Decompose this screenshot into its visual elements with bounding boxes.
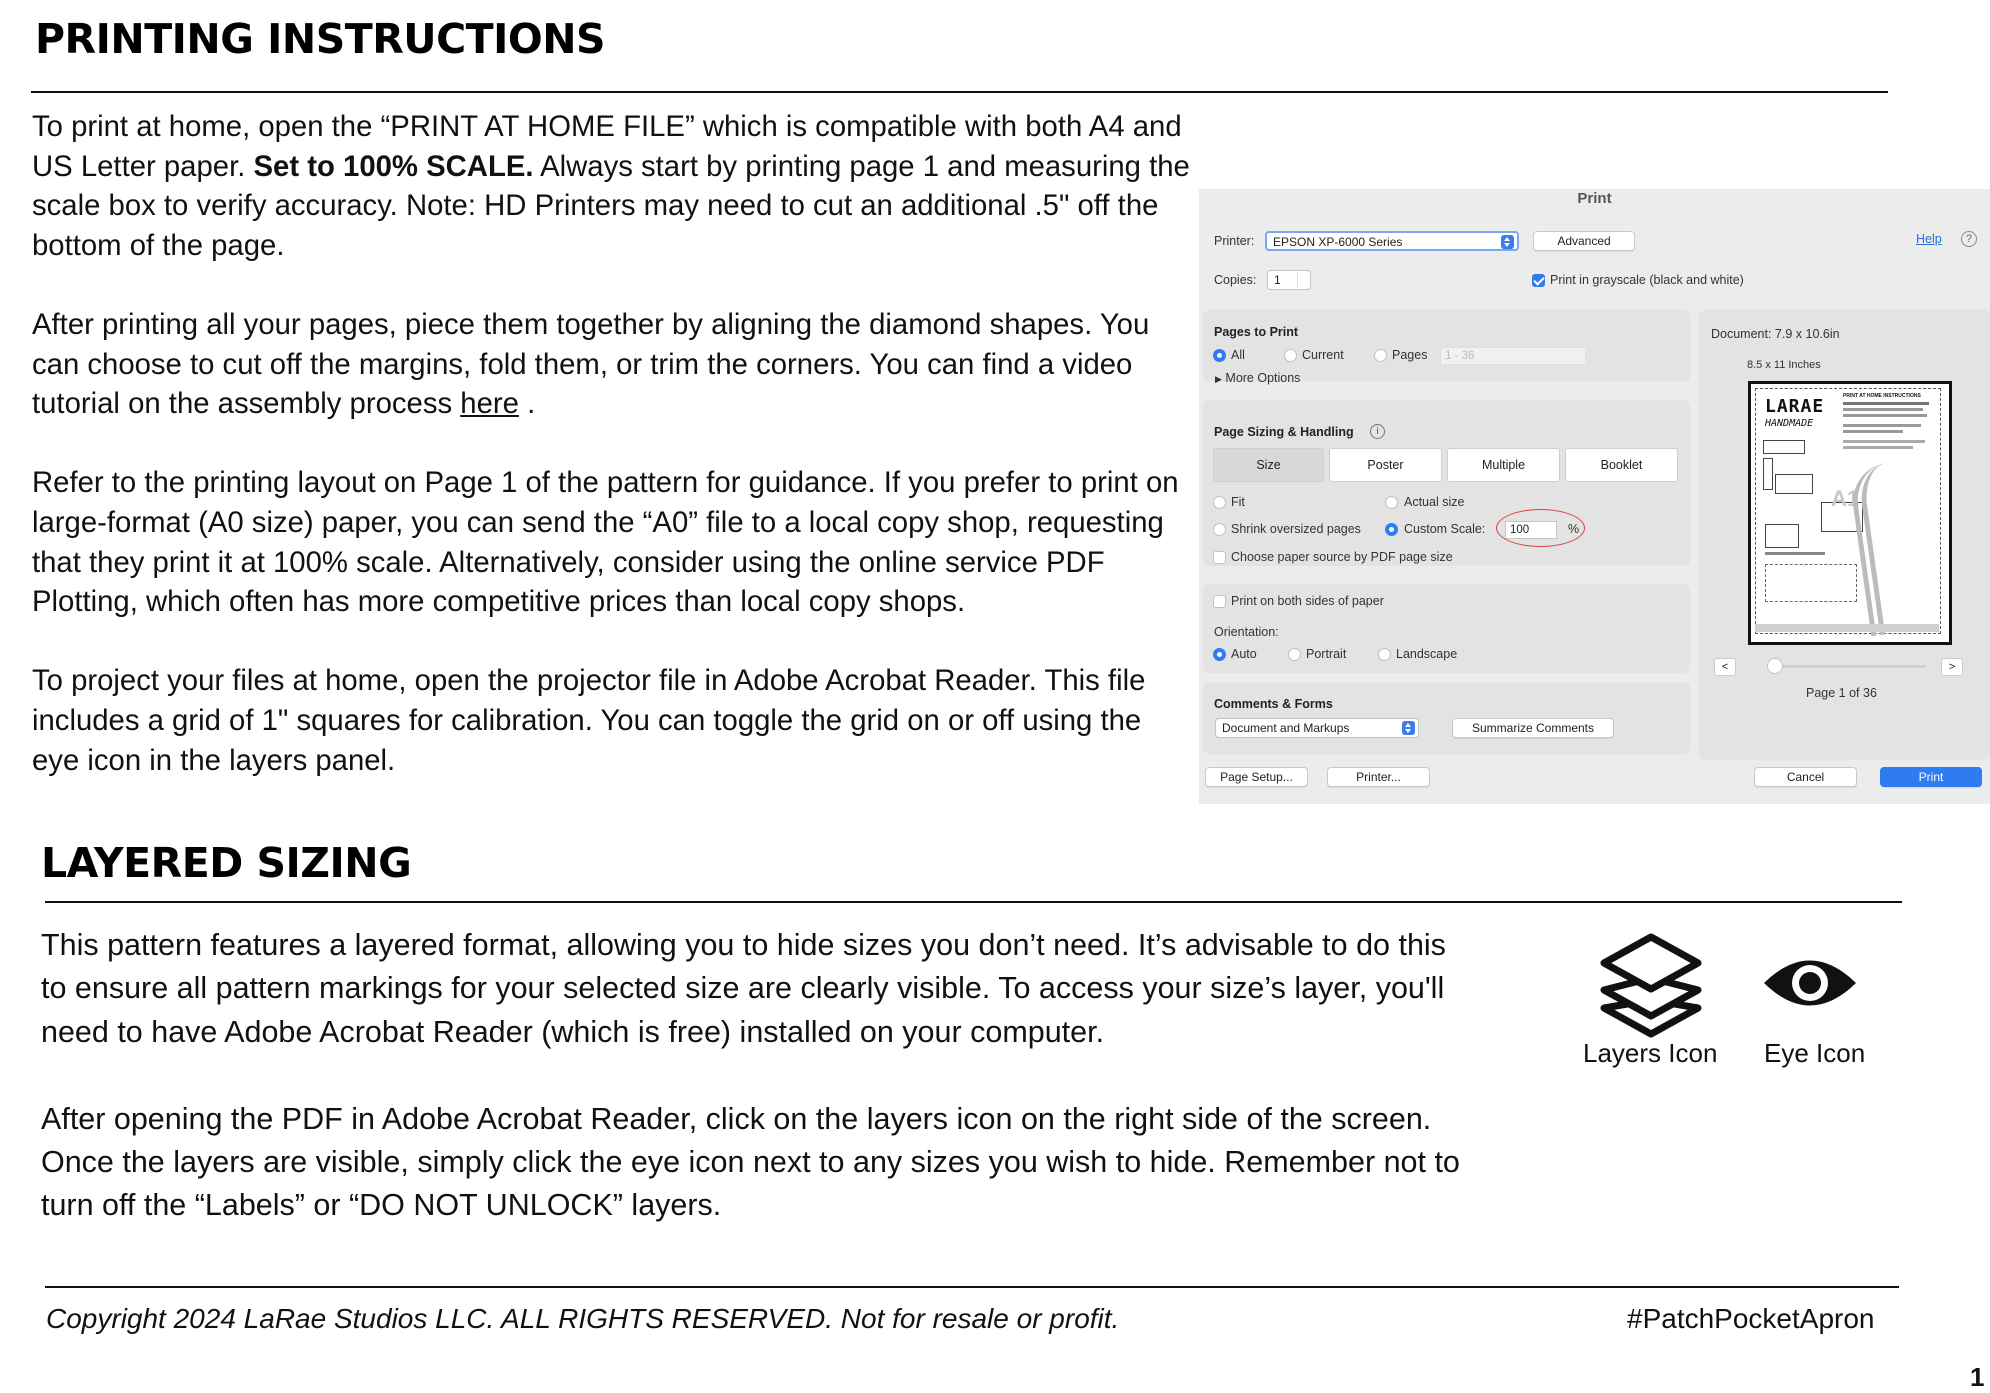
landscape-label: Landscape (1396, 647, 1458, 661)
booklet-tab[interactable]: Booklet (1565, 448, 1678, 482)
layered-heading: LAYERED SIZING (41, 839, 412, 887)
shrink-radio[interactable] (1213, 523, 1226, 536)
custom-scale-label: Custom Scale: (1404, 522, 1486, 536)
prev-page-button[interactable]: < (1714, 658, 1736, 676)
actual-size-label: Actual size (1404, 495, 1465, 509)
page-number: 1 (1970, 1362, 1985, 1392)
preview-heading: PRINT AT HOME INSTRUCTIONS (1843, 393, 1921, 399)
shrink-label: Shrink oversized pages (1231, 522, 1361, 536)
printing-paragraph-1: To print at home, open the “PRINT AT HOME FILE” which is compatible with both A4 and US Letter paper. Set to 100% SCALE. Always start by printing page 1 and measuring the scale box to verify accuracy. Note: HD Printers may need to cut an additional .5" off the bottom of the page. (32, 110, 1190, 262)
custom-scale-radio[interactable] (1385, 523, 1398, 536)
dialog-title: Print (1577, 190, 1612, 207)
printer-label: Printer: (1214, 234, 1255, 248)
portrait-label: Portrait (1306, 647, 1347, 661)
sizing-heading: Page Sizing & Handling (1214, 425, 1354, 439)
hashtag: #PatchPocketApron (1627, 1303, 1875, 1334)
pages-range-input[interactable]: 1 - 36 (1440, 347, 1586, 365)
portrait-radio[interactable] (1288, 648, 1301, 661)
both-sides-label: Print on both sides of paper (1231, 594, 1384, 608)
layered-divider (45, 901, 1902, 903)
scale-input[interactable]: 100 (1505, 521, 1557, 539)
layered-body (41, 924, 1471, 1228)
select-stepper-icon (1501, 235, 1514, 249)
disclosure-triangle-icon: ▶ (1215, 374, 1222, 384)
copyright-text: Copyright 2024 LaRae Studios LLC. ALL RIGHTS RESERVED. Not for resale or profit. (46, 1303, 1120, 1334)
pages-current-radio[interactable] (1284, 349, 1297, 362)
printing-body (32, 107, 1192, 780)
comments-heading: Comments & Forms (1214, 697, 1333, 711)
tutorial-link[interactable]: here (460, 387, 519, 421)
copies-input[interactable]: 1 (1267, 270, 1311, 290)
printing-paragraph-3: Refer to the printing layout on Page 1 of the pattern for guidance. If you prefer to print on large-format (A0 size) paper, you can send the “A0” file to a local copy shop, requesting that they print it at 100% scale. Alternatively, consider using the online service PDF Plotting, which often has more competitive prices than local copy shops. (32, 466, 1179, 619)
pages-current-label: Current (1302, 348, 1344, 362)
document-size: Document: 7.9 x 10.6in (1711, 327, 1840, 341)
eye-icon-caption: Eye Icon (1764, 1038, 1866, 1068)
copies-label: Copies: (1214, 273, 1257, 287)
fit-radio[interactable] (1213, 496, 1226, 509)
highlight-circle (1496, 509, 1585, 547)
printing-heading: PRINTING INSTRUCTIONS (35, 15, 606, 63)
page-preview-thumbnail (1748, 381, 1952, 645)
paper-source-label: Choose paper source by PDF page size (1231, 550, 1453, 564)
fit-label: Fit (1231, 495, 1245, 509)
cancel-button[interactable]: Cancel (1754, 767, 1857, 787)
printing-paragraph-2: After printing all your pages, piece them together by aligning the diamond shapes. You can choose to cut off the margins, fold them, or trim the corners. You can find a video tutorial on the assembly process here . (32, 307, 1150, 421)
summarize-comments-button[interactable]: Summarize Comments (1452, 718, 1614, 738)
layered-paragraph-2: After opening the PDF in Adobe Acrobat Reader, click on the layers icon on the right side of the screen. Once the layers are visible, simply click the eye icon next to any sizes you wish to hide. Remember not to turn off the “Labels” or “DO NOT UNLOCK” layers. (41, 1101, 1460, 1223)
layers-icon (1594, 932, 1708, 1038)
grayscale-checkbox[interactable] (1532, 274, 1545, 287)
paper-size: 8.5 x 11 Inches (1747, 359, 1821, 371)
layered-paragraph-1: This pattern features a layered format, allowing you to hide sizes you don’t need. It’s advisable to do this to ensure all pattern markings for your selected size are clearly visible. To access your size’s layer, you'll need to have Adobe Acrobat Reader (which is free) installed on your computer. (41, 928, 1446, 1049)
pages-range-radio[interactable] (1374, 349, 1387, 362)
preview-logo-sub: HANDMADE (1765, 418, 1814, 429)
printer-button[interactable]: Printer... (1327, 767, 1430, 787)
actual-size-radio[interactable] (1385, 496, 1398, 509)
eye-icon (1762, 954, 1858, 1012)
page-slider-thumb[interactable] (1767, 658, 1783, 674)
select-stepper-icon (1402, 721, 1415, 735)
multiple-tab[interactable]: Multiple (1447, 448, 1560, 482)
auto-radio[interactable] (1213, 648, 1226, 661)
print-button[interactable]: Print (1880, 767, 1982, 787)
landscape-radio[interactable] (1378, 648, 1391, 661)
advanced-button[interactable]: Advanced (1533, 231, 1635, 251)
page-slider-track[interactable] (1769, 665, 1926, 668)
comments-select[interactable]: Document and Markups (1215, 718, 1419, 738)
page-setup-button[interactable]: Page Setup... (1205, 767, 1308, 787)
size-tab[interactable]: Size (1213, 448, 1324, 482)
layers-icon-caption: Layers Icon (1583, 1038, 1718, 1068)
sizing-info-icon[interactable]: i (1370, 424, 1385, 439)
both-sides-checkbox[interactable] (1213, 595, 1226, 608)
page-counter: Page 1 of 36 (1806, 686, 1877, 700)
grayscale-label: Print in grayscale (black and white) (1550, 273, 1744, 287)
footer-divider (45, 1286, 1899, 1288)
auto-label: Auto (1231, 647, 1257, 661)
more-options[interactable]: ▶ More Options (1215, 371, 1301, 385)
help-icon[interactable]: ? (1961, 231, 1977, 247)
copies-stepper-icon[interactable] (1297, 273, 1307, 287)
orientation-label: Orientation: (1214, 625, 1279, 639)
pages-heading: Pages to Print (1214, 325, 1299, 339)
poster-tab[interactable]: Poster (1329, 448, 1442, 482)
preview-logo: LARAE (1765, 396, 1825, 417)
next-page-button[interactable]: > (1941, 658, 1963, 676)
pages-all-radio[interactable] (1213, 349, 1226, 362)
printer-select[interactable]: EPSON XP-6000 Series (1265, 231, 1519, 251)
pages-all-label: All (1231, 348, 1245, 362)
paper-source-checkbox[interactable] (1213, 551, 1226, 564)
help-link[interactable]: Help (1916, 232, 1942, 246)
scale-emphasis: Set to 100% SCALE. (253, 149, 534, 183)
heading-divider (31, 91, 1888, 93)
preview-a1: A1 (1831, 486, 1860, 511)
percent-label: % (1568, 522, 1580, 536)
printing-paragraph-4: To project your files at home, open the projector file in Adobe Acrobat Reader. This file includes a grid of 1" squares for calibration. You can toggle the grid on or off using the eye icon in the layers panel. (32, 664, 1146, 777)
pages-range-label: Pages (1392, 348, 1428, 362)
